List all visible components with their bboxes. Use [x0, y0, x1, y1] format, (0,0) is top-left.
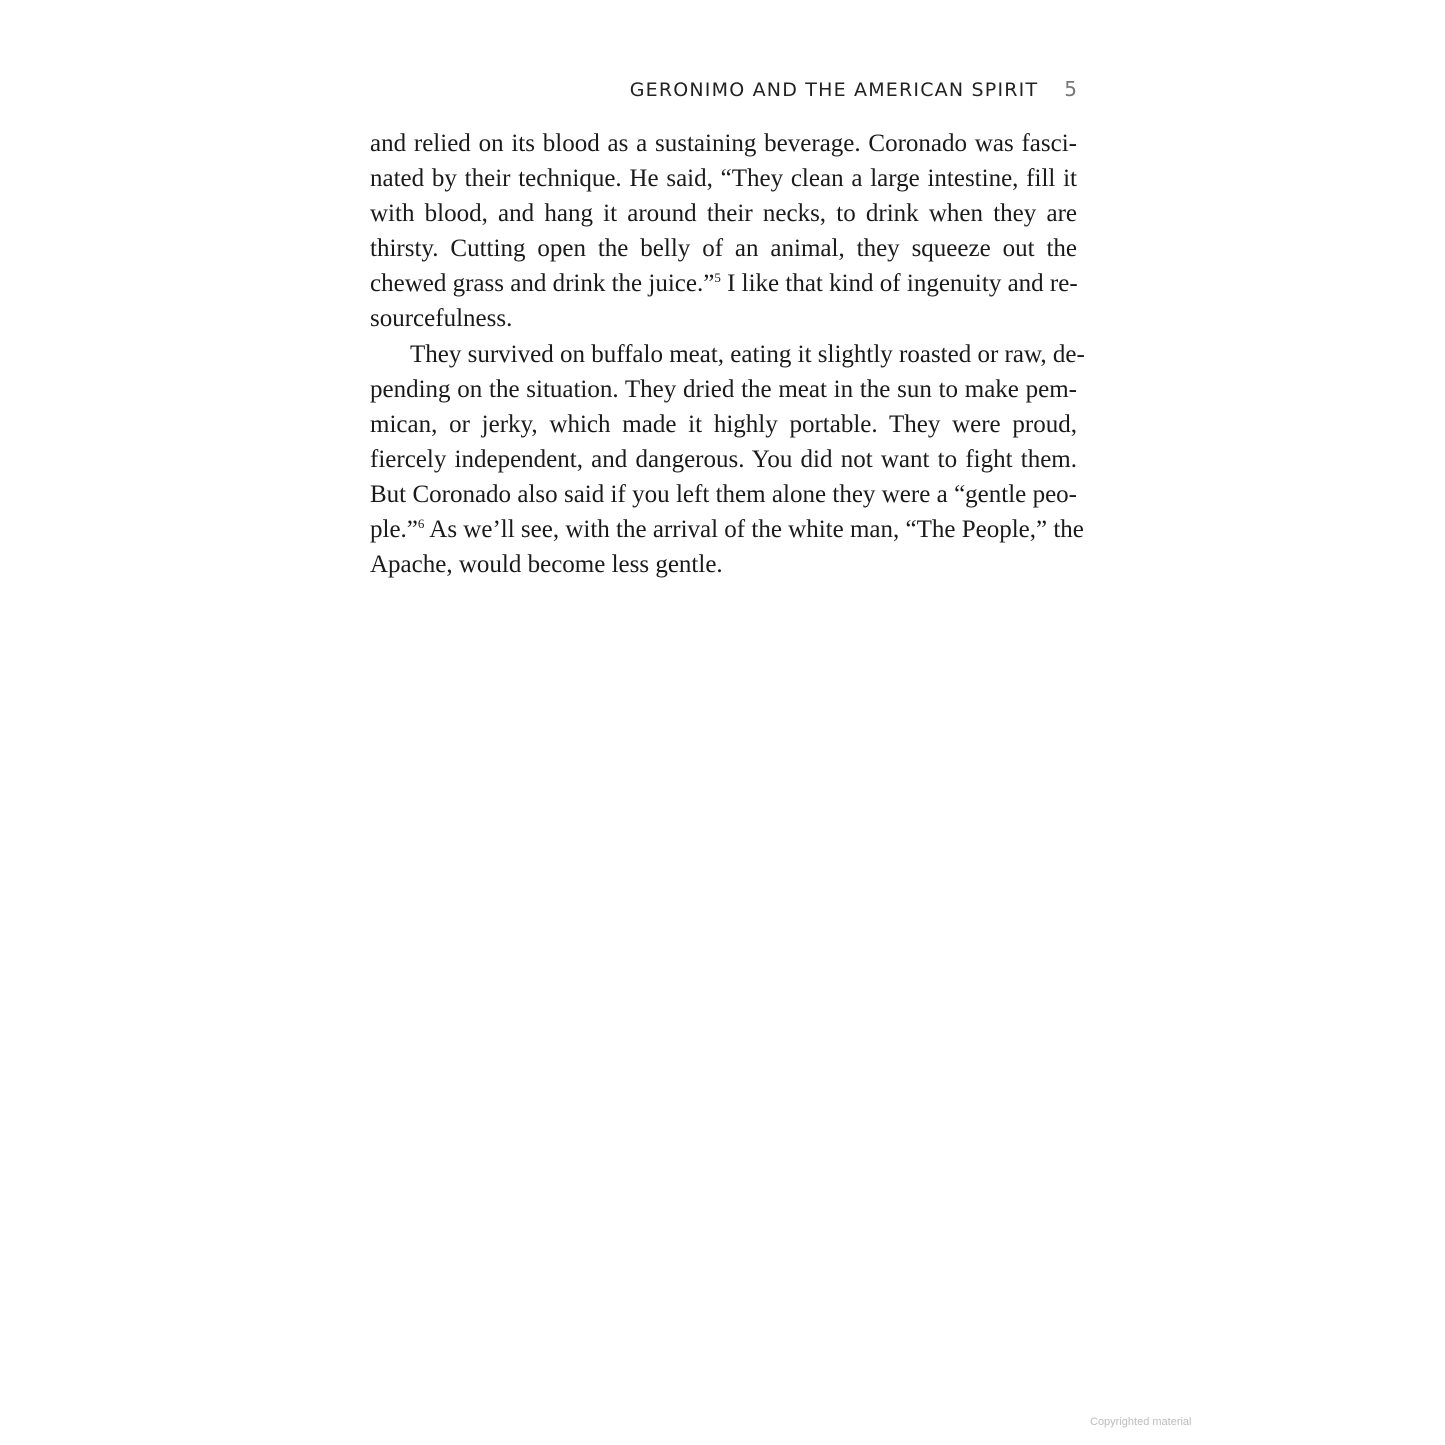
paragraph-1-line: nated by their technique. He said, “They clean a large intestine, fill it — [370, 165, 1077, 193]
footnote-reference-5: 5 — [714, 270, 721, 286]
footnote-reference-6: 6 — [417, 516, 425, 532]
running-head-title: GERONIMO AND THE AMERICAN SPIRIT — [629, 79, 1039, 101]
body-text — [370, 126, 1085, 582]
paragraph-1-line: thirsty. Cutting open the belly of an animal, they squeeze out the — [370, 235, 1077, 263]
running-head — [370, 74, 1077, 104]
paragraph-2-line: pending on the situation. They dried the meat in the sun to make pem- — [370, 375, 1077, 403]
text-run: ple.” — [370, 516, 418, 544]
paragraph-1-line-with-note — [370, 266, 1077, 301]
page-number: 5 — [1064, 77, 1077, 101]
paragraph-2-line: mican, or jerky, which made it highly portable. They were proud, — [370, 410, 1077, 438]
paragraph-2-line: fiercely independent, and dangerous. You did not want to fight them. — [370, 445, 1077, 473]
paragraph-1-last-line: sourcefulness. — [370, 305, 513, 333]
paragraph-2-first-line: They survived on buffalo meat, eating it slightly roasted or raw, de- — [410, 340, 1085, 368]
text-run: chewed grass and drink the juice.” — [370, 270, 715, 298]
text-run: I like that kind of ingenuity and re- — [720, 270, 1078, 298]
copyright-watermark: Copyrighted material — [1090, 1416, 1192, 1428]
paragraph-1-line: and relied on its blood as a sustaining beverage. Coronado was fasci- — [370, 130, 1077, 157]
paragraph-1-line: with blood, and hang it around their necks, to drink when they are — [370, 200, 1077, 228]
paragraph-2-line: But Coronado also said if you left them alone they were a “gentle peo- — [370, 480, 1077, 508]
text-run: As we’ll see, with the arrival of the white man, “The People,” the — [424, 516, 1084, 544]
paragraph-2-line-with-note — [370, 512, 1084, 547]
paragraph-2-last-line: Apache, would become less gentle. — [370, 551, 723, 579]
